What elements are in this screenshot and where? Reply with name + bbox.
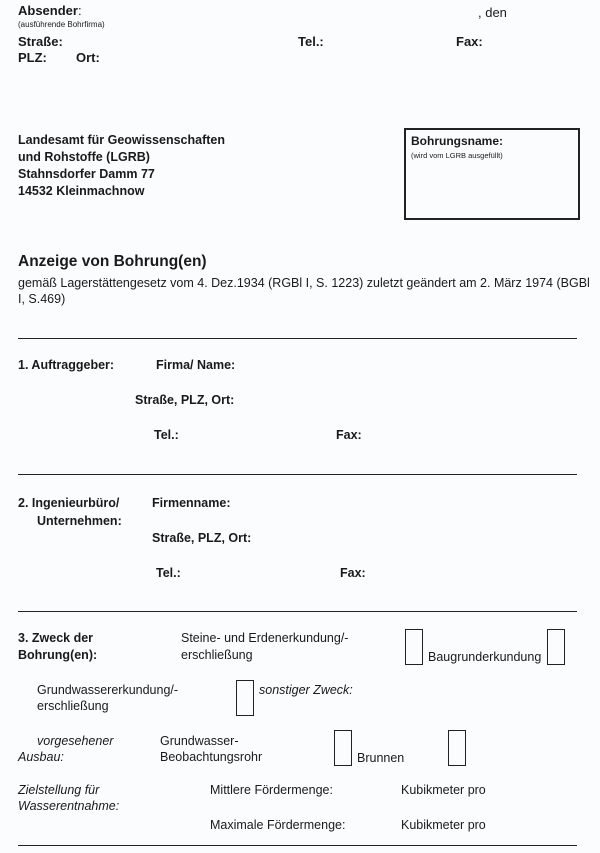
option-baugrund-checkbox[interactable]	[547, 629, 565, 665]
option-sonstiger-label: sonstiger Zweck:	[259, 683, 353, 697]
option-grundwasser-label-line-1: Grundwassererkundung/-	[37, 683, 179, 697]
date-label: , den	[478, 5, 507, 20]
option-grundwasser-label-line-2: erschließung	[37, 699, 109, 713]
engineer-tel-label: Tel.:	[156, 566, 181, 580]
section-2-label-line-2: Unternehmen:	[37, 514, 122, 528]
option-baugrund-label: Baugrunderkundung	[428, 650, 542, 664]
form-subtitle-line-1: gemäß Lagerstättengesetz vom 4. Dez.1934 (RGBl I, S. 1223) zuletzt geändert am 2. März 1974 (BGBl	[18, 276, 590, 290]
form-title: Anzeige von Bohrung(en)	[18, 253, 207, 270]
option-rohr-checkbox[interactable]	[334, 730, 352, 766]
address-line-4: 14532 Kleinmachnow	[18, 184, 145, 198]
section-3-label-line-1: 3. Zweck der	[18, 631, 94, 645]
option-brunnen-checkbox[interactable]	[448, 730, 466, 766]
section-3-label-line-2: Bohrung(en):	[18, 648, 98, 662]
engineer-fax-label: Fax:	[340, 566, 366, 580]
option-steine-label-line-2: erschließung	[181, 648, 253, 662]
engineer-address-label: Straße, PLZ, Ort:	[152, 531, 252, 545]
client-fax-label: Fax:	[336, 428, 362, 442]
plz-label: PLZ:	[18, 50, 47, 65]
address-line-2: und Rohstoffe (LGRB)	[18, 150, 150, 164]
maximale-unit: Kubikmeter pro	[401, 818, 486, 832]
client-company-label: Firma/ Name:	[156, 358, 236, 372]
maximale-label: Maximale Fördermenge:	[210, 818, 346, 832]
option-steine-checkbox[interactable]	[405, 629, 423, 665]
header-fax-label: Fax:	[456, 34, 483, 49]
option-steine-label-line-1: Steine- und Erdenerkundung/-	[181, 631, 349, 645]
divider	[18, 474, 577, 475]
borehole-name-note: (wird vom LGRB ausgefüllt)	[411, 151, 503, 160]
divider	[18, 338, 577, 339]
ziel-label-line-1: Zielstellung für	[18, 783, 100, 797]
form-subtitle-line-2: I, S.469)	[18, 292, 66, 306]
section-2-label-line-1: 2. Ingenieurbüro/	[18, 496, 120, 510]
address-line-1: Landesamt für Geowissenschaften	[18, 133, 226, 147]
option-brunnen-label: Brunnen	[357, 751, 405, 765]
address-line-3: Stahnsdorfer Damm 77	[18, 167, 155, 181]
engineer-company-label: Firmenname:	[152, 496, 231, 510]
street-label: Straße:	[18, 34, 63, 49]
option-rohr-label-line-2: Beobachtungsrohr	[160, 750, 263, 764]
section-1-label: 1. Auftraggeber:	[18, 358, 115, 372]
ziel-label-line-2: Wasserentnahme:	[18, 799, 120, 813]
ausbau-label-line-1: vorgesehener	[37, 734, 114, 748]
client-address-label: Straße, PLZ, Ort:	[135, 393, 235, 407]
sender-sub-label: (ausführende Bohrfirma)	[18, 20, 105, 29]
sender-label: Absender:	[18, 3, 82, 18]
header-tel-label: Tel.:	[298, 34, 324, 49]
borehole-name-label: Bohrungsname:	[411, 134, 504, 148]
ort-label: Ort:	[76, 50, 100, 65]
borehole-name-box[interactable]	[404, 128, 580, 220]
client-tel-label: Tel.:	[154, 428, 179, 442]
mittlere-label: Mittlere Fördermenge:	[210, 783, 333, 797]
option-grundwasser-checkbox[interactable]	[236, 680, 254, 716]
divider	[18, 845, 577, 846]
divider	[18, 611, 577, 612]
mittlere-unit: Kubikmeter pro	[401, 783, 486, 797]
ausbau-label-line-2: Ausbau:	[18, 750, 64, 764]
option-rohr-label-line-1: Grundwasser-	[160, 734, 239, 748]
